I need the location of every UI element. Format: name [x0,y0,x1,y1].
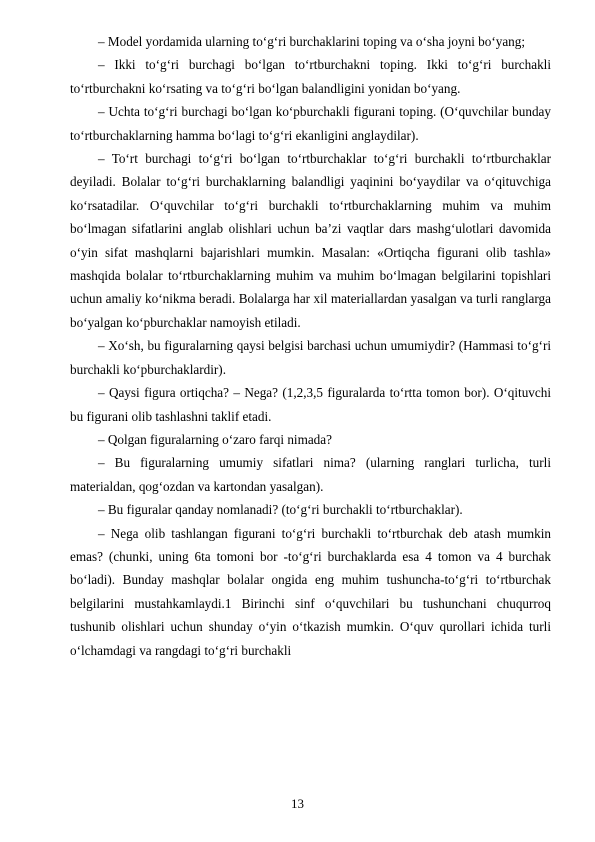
paragraph-1: – Model yordamida ularning to‘g‘ri burchaklarini toping va o‘sha joyni bo‘yang; [98,34,526,49]
paragraph-9: – Bu figuralar qanday nomlanadi? (to‘g‘ri burchakli to‘rtburchaklar). [98,502,463,518]
paragraph-7: – Qolgan figuralarning o‘zaro farqi nimada? [98,431,332,447]
paragraph-10: – Nega olib tashlangan figurani to‘g‘ri burchakli to‘rtburchak deb atash mumkin emas? (chunki, uning 6ta tomoni bor -to‘g‘ri burchaklarda esa 4 tomon va 4 burchak bo‘ladi). Bunday mashqlar bolalar ongida eng muhim tushuncha-to‘g‘ri to‘rtburchak belgilarini mustahkamlaydi.1 Birinchi sinf o‘quvchilari bu tushunchani chuqurroq tushunib olishlari uchun shunday o‘yin o‘tkazish mumkin. O‘quv qurollari ichida turli o‘lchamdagi va rangdagi to‘g‘ri burchakli [70,525,551,658]
paragraph-8: – Bu figuralarning umumiy sifatlari nima? (ularning ranglari turlicha, turli materialdan, qog‘ozdan va kartondan yasalgan). [70,455,551,494]
paragraph-2: – Ikki to‘g‘ri burchagi bo‘lgan to‘rtburchakni toping. Ikki to‘g‘ri burchakli to‘rtburchakni ko‘rsating va to‘g‘ri bo‘lgan balandligini yonidan bo‘yang. [70,57,551,96]
body-text [70,30,551,662]
paragraph-4: – To‘rt burchagi to‘g‘ri bo‘lgan to‘rtburchaklar to‘g‘ri burchakli to‘rtburchaklar deyiladi. Bolalar to‘g‘ri burchaklarning balandligi yaqinini bo‘yaydilar va o‘qituvchiga ko‘rsatadilar. O‘quvchilar to‘g‘ri burchakli to‘rtburchaklarning muhim va muhim bo‘lmagan sifatlarini anglab olishlari uchun ba’zi vaqtlar dars mashg‘ulotlari davomida o‘yin sifat mashqlarni bajarishlari mumkin. Masalan: «Ortiqcha figurani olib tashla» mashqida bolalar to‘rtburchaklarning muhim va muhim bo‘lmagan belgilarini topishlari uchun amaliy ko‘nikma beradi. Bolalarga har xil materiallardan yasalgan va turli ranglarga bo‘yalgan ko‘pburchaklar namoyish etiladi. [70,151,551,330]
paragraph-3: – Uchta to‘g‘ri burchagi bo‘lgan ko‘pburchakli figurani toping. (O‘quvchilar bunday to‘rtburchaklarning hamma bo‘lagi to‘g‘ri ekanligini anglaydilar). [70,104,551,143]
page-number: 13 [291,796,304,811]
paragraph-5: – Xo‘sh, bu figuralarning qaysi belgisi barchasi uchun umumiydir? (Hammasi to‘g‘ri burchakli ko‘pburchaklardir). [70,338,551,377]
paragraph-6: – Qaysi figura ortiqcha? – Nega? (1,2,3,5 figuralarda to‘rtta tomon bor). O‘qituvchi bu figurani olib tashlashni taklif etadi. [70,385,551,424]
